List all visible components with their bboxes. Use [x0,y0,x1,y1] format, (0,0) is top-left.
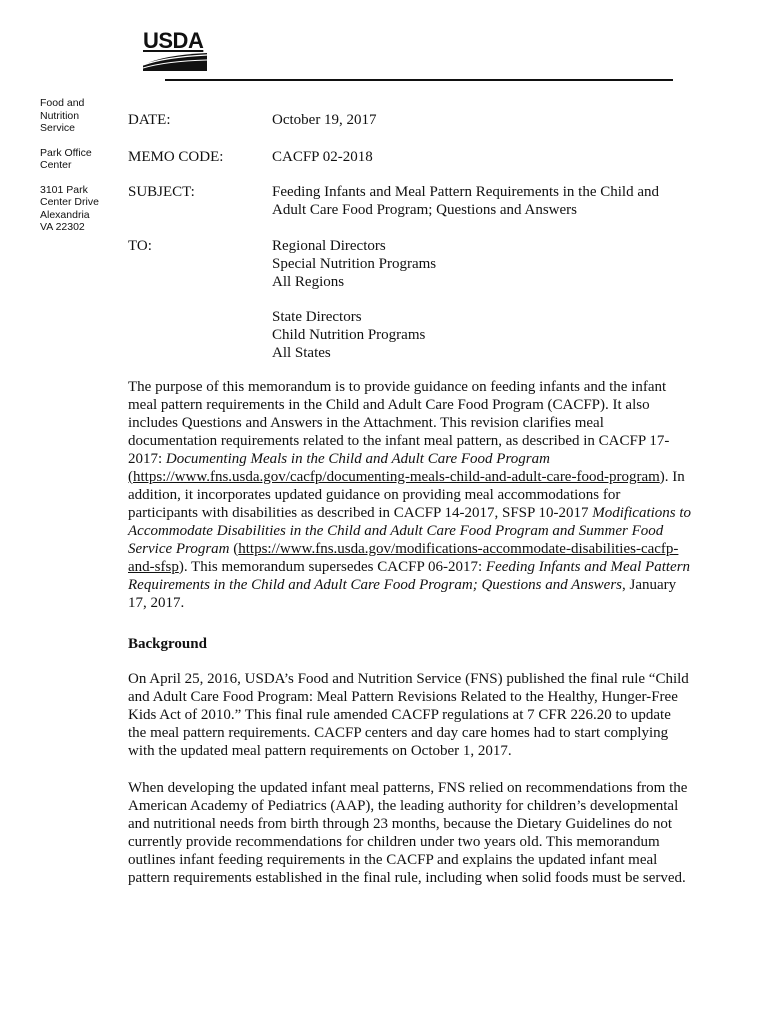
intro-text: , January 17, 2017. [128,577,677,611]
intro-italic-title: Documenting Meals in the Child and Adult Care Food Program [165,451,550,467]
recipient-line: All Regions [272,274,345,290]
background-paragraph-1 [128,670,692,760]
background-heading: Background [128,636,207,652]
documenting-meals-link[interactable]: (https://www.fns.usda.gov/cacfp/documenting-meals-child-and-adult-care-food-program [128,469,660,485]
intro-text: ). In addition, it incorporates updated guidance on providing meal accommodations for participants with disabilities as described in CACFP 14-2017, SFSP 10-2017 [128,469,685,521]
recipient-line: Special Nutrition Programs [272,256,437,272]
intro-italic-title: Modifications to Accommodate Disabilities in the Child and Adult Care Food Program and Summer Food Service Program [128,505,692,557]
subject-label: SUBJECT: [128,184,195,200]
address-line: Alexandria [40,208,90,221]
date-label: DATE: [128,112,171,128]
address-line: VA 22302 [40,221,85,233]
subject-line: Adult Care Food Program; Questions and Answers [272,202,577,218]
recipient-line: Regional Directors [272,238,386,254]
office-address [40,184,99,234]
agency-line: Service [40,122,76,134]
to-label: TO: [128,238,152,254]
background-text: On April 25, 2016, USDA’s Food and Nutrition Service (FNS) published the final rule “Child and Adult Care Food Program: Meal Pattern Revisions Related to the Healthy, Hunger-Free Kids Act of 2010.” This final rule amended CACFP regulations at 7 CFR 226.20 to update the meal pattern requirements. CACFP centers and day care homes had to start complying with the updated meal pattern requirements on October 1, 2017. [128,671,689,759]
agency-address-sidebar [40,97,99,246]
intro-italic-title: Feeding Infants and Meal Pattern Requirements in the Child and Adult Care Food Program; Questions and Answers [128,559,691,593]
intro-text: ). This memorandum supersedes CACFP 06-2017: [178,559,486,575]
recipient-line: State Directors [272,309,362,325]
office-line: Park Office [40,146,92,159]
usda-logo-text: USDA [143,28,204,53]
agency-line: Nutrition [40,109,80,122]
intro-paragraph [128,378,692,612]
modifications-link[interactable]: https://www.fns.usda.gov/modifications-accommodate-disabilities-cacfp-and-sfsp [128,541,679,575]
subject-line: Feeding Infants and Meal Pattern Requirements in the Child and [272,184,659,200]
intro-text: The purpose of this memorandum is to provide guidance on feeding infants and the infant meal pattern requirements in the Child and Adult Care Food Program (CACFP). It also includes Questions and Answers in the Attachment. This revision clarifies meal documentation requirements related to the infant meal pattern, as described in CACFP 17-2017: [128,379,670,467]
recipient-line: Child Nutrition Programs [272,327,426,343]
agency-name [40,97,99,135]
background-text: When developing the updated infant meal patterns, FNS relied on recommendations from the American Academy of Pediatrics (AAP), the leading authority for children’s developmental and nutritional needs from birth through 23 months, because the Dietary Guidelines do not currently provide recommendations for children under two years old. This memorandum outlines infant feeding requirements in the CACFP and explains the updated infant meal pattern requirements established in the final rule, including when solid foods must be served. [128,780,688,886]
date-value: October 19, 2017 [272,112,377,128]
background-paragraph-2 [128,779,692,887]
header-divider [165,79,673,81]
address-line: Center Drive [40,196,99,208]
office-line: Center [40,159,72,171]
memo-code-label: MEMO CODE: [128,149,224,165]
usda-landscape-icon [143,53,207,71]
address-line: 3101 Park [40,183,88,196]
recipient-line: All States [272,345,331,361]
usda-logo [143,28,207,72]
agency-line: Food and [40,97,85,109]
memo-code-value: CACFP 02-2018 [272,149,373,165]
intro-text: ( [229,541,239,557]
office-name [40,147,99,172]
